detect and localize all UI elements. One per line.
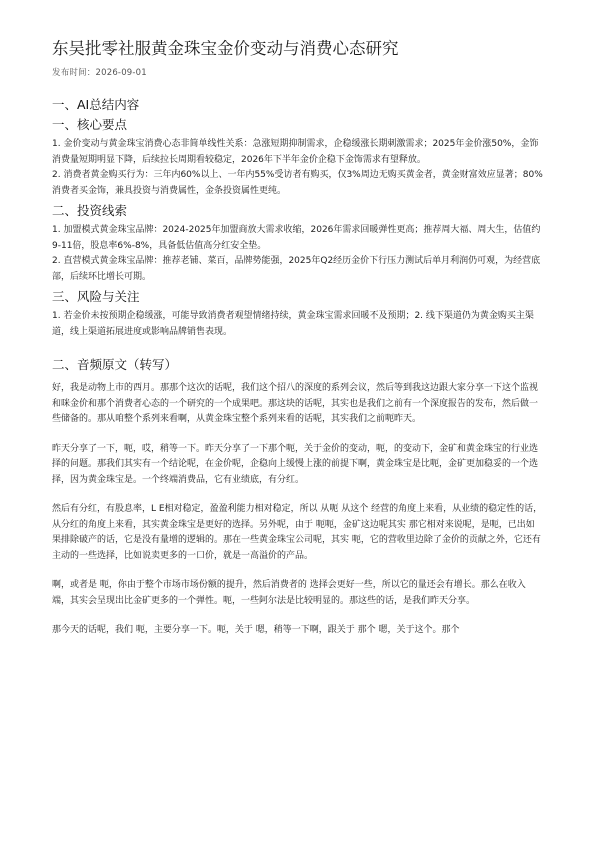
key-point-2: 2. 消费者黄金购买行为：三年内60%以上、一年内55%受访者有购买，仅3%周边无购买黄金者，黄金财富效应显著；80%消费者买金饰，兼具投资与消费属性，金条投资属性更纯。 bbox=[52, 170, 543, 196]
investment-item-2: 2. 直营模式黄金珠宝品牌：推荐老铺、菜百，品牌势能强，2025年Q2经历金价下行压力测试后单月利润仍可观，为经营底部，后续环比增长可期。 bbox=[52, 256, 541, 282]
investment-item-1: 1. 加盟模式黄金珠宝品牌：2024-2025年加盟商放大需求收缩，2026年需求回暖弹性更高；推荐周大福、周大生，估值约9-11倍，股息率6%-8%，具备低估值高分红安全垫。 bbox=[52, 225, 541, 251]
transcript-paragraph: 昨天分享了一下，呃，哎，稍等一下。昨天分享了一下那个呃，关于金价的变动，呃，的变动下，金矿和黄金珠宝的行业选择的问题。那我们其实有一个结论呢，在金价呢，企稳向上缓慢上涨的前提下啊，黄金珠宝是比呃，金矿更加稳妥的一个选择，因为黄金珠宝是。一个终端消费品，它有业绩底，有分红。 bbox=[52, 443, 539, 485]
section-key-points-heading: 一、核心要点 bbox=[52, 117, 128, 132]
transcript-paragraph: 那今天的话呢，我们 呃，主要分享一下。呃，关于 嗯，稍等一下啊，跟关于 那个 嗯，关于这个。那个 bbox=[52, 625, 460, 635]
key-point-1: 1. 金价变动与黄金珠宝消费心态非简单线性关系：急涨短期抑制需求，企稳缓涨长期刺激需求；2025年金价涨50%，金饰消费量短期明显下降，后续拉长周期看较稳定，2026年下半年金价企稳下金饰需求有望释放。 bbox=[52, 139, 539, 165]
section-investment-heading: 二、投资线索 bbox=[52, 203, 128, 218]
transcript-paragraph: 好，我是动物上市的西月。那那个这次的话呢，我们这个招八的深度的系列会议，然后等到我这边跟大家分享一下这个监视和咪金价和那个消费者心态的一个研究的一个成果吧。那这块的话呢，其实也是我们之前有一个深度报告的发布，然后做一些储备的。那从咱整个系列来看啊，从黄金珠宝整个系列来看的话呢，其实我们之前呃昨天。 bbox=[52, 383, 539, 424]
transcript-paragraph: 然后有分红，有股息率，L E相对稳定，盈盈利能力相对稳定，所以 从呃 从这个 经营的角度上来看，从业绩的稳定性的话，从分红的角度上来看，其实黄金珠宝是更好的选择。另外呢，由于 呃呃，金矿这边呢其实 那它相对来说呢，是呃，已出如果排除破产的话，它是没有量增的逻辑的。那在一些黄金珠宝公司呢，其实 呃，它的营收里边除了金价的贡献之外，它还有主动的一些选择，比如说卖更多的一口价，就是一高溢价的产品。 bbox=[52, 504, 543, 561]
section-ai-summary-heading: 一、AI总结内容 bbox=[52, 97, 140, 112]
section-risks-heading: 三、风险与关注 bbox=[52, 289, 140, 304]
publish-date: 发布时间：2026-09-01 bbox=[52, 68, 147, 78]
risks-text: 1. 若金价未按预期企稳缓涨，可能导致消费者观望情绪持续，黄金珠宝需求回暖不及预期；2. 线下渠道仍为黄金购买主渠道，线上渠道拓展进度或影响品牌销售表现。 bbox=[52, 311, 534, 337]
section-audio-heading: 二、音频原文（转写） bbox=[52, 357, 178, 372]
transcript-paragraph: 啊，或者是 呃，你由于整个市场市场份额的提升，然后消费者的 选择会更好一些，所以它的量还会有增长。那么在收入端，其实会呈现出比金矿更多的一个弹性。呃，一些阿尔法是比较明显的。那这些的话，是我们昨天分享。 bbox=[52, 580, 526, 606]
transcript bbox=[52, 381, 543, 639]
page-title: 东吴批零社服黄金珠宝金价变动与消费心态研究 bbox=[52, 39, 399, 58]
